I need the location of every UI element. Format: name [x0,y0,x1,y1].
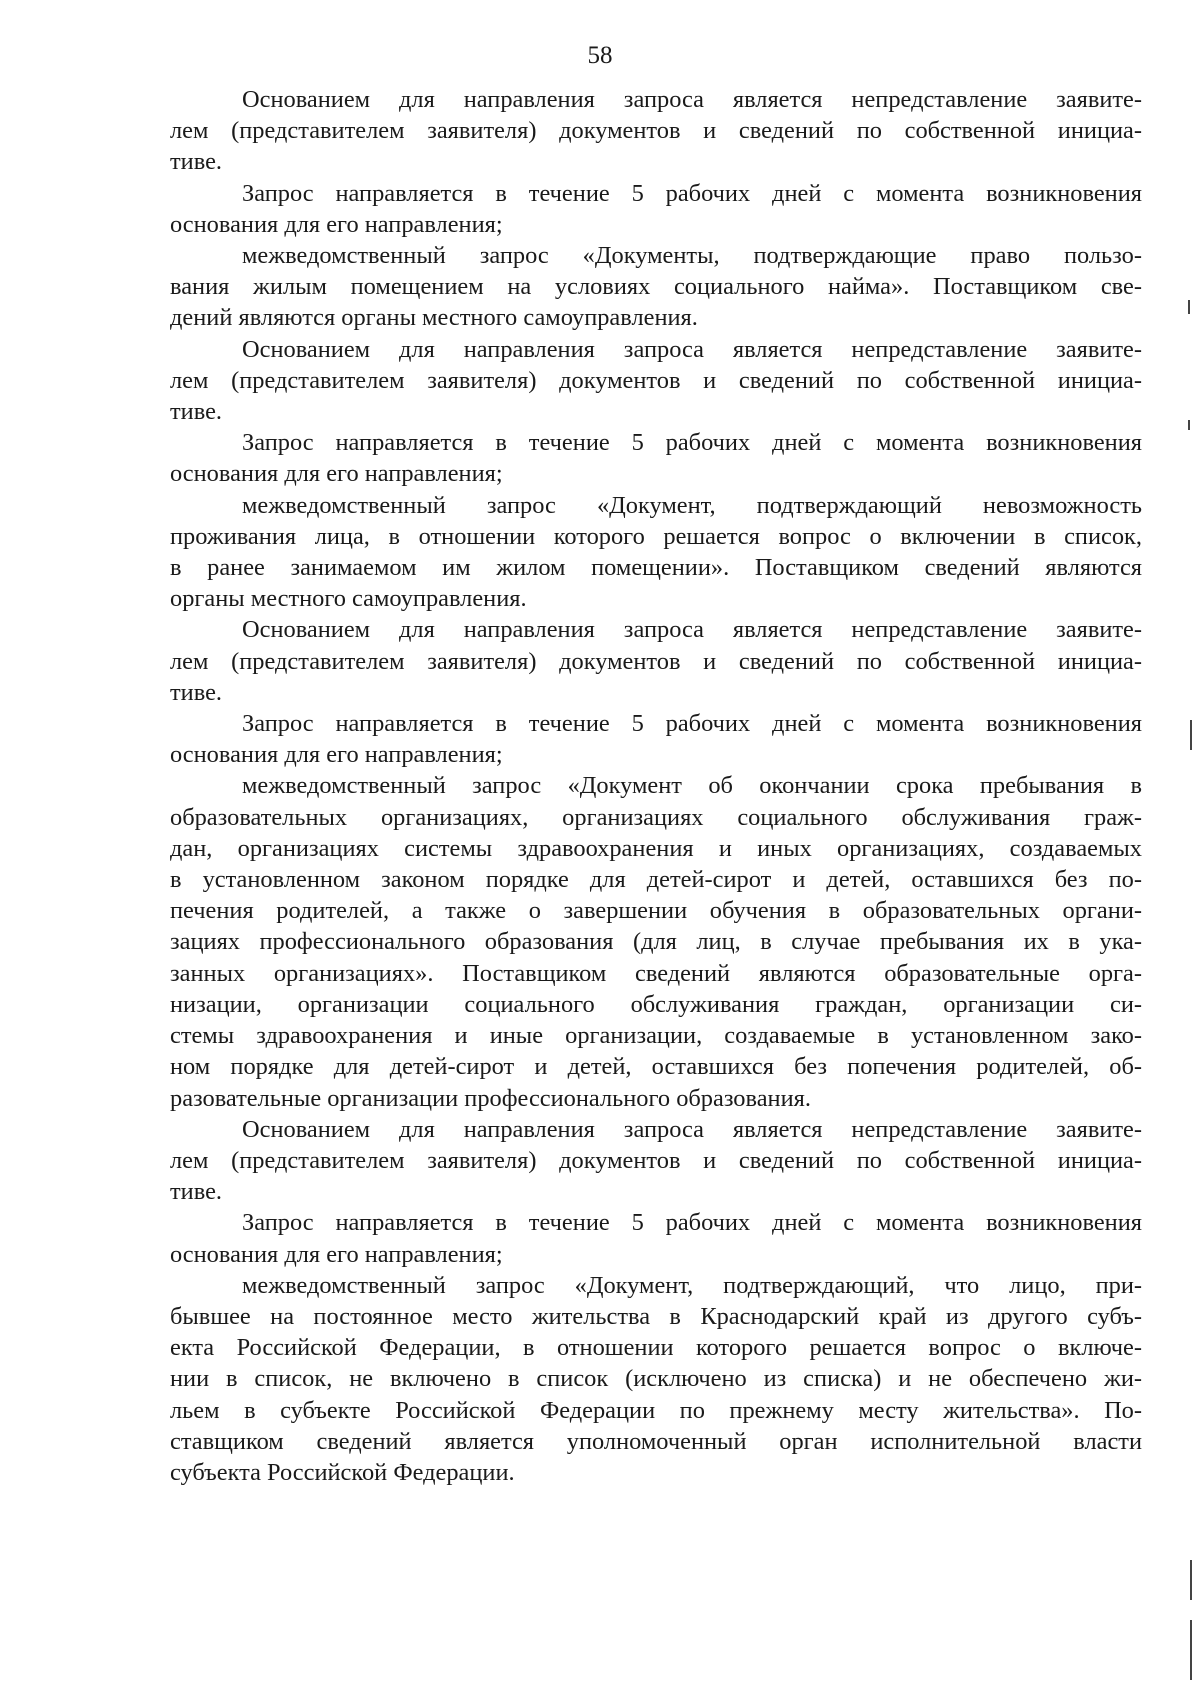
paragraph [170,178,1142,240]
text-line: разовательные организации профессионального образования. [170,1084,811,1112]
text-line: межведомственный запрос «Документ об окончании срока пребывания в [242,772,1142,800]
text-line: основания для его направления; [170,741,503,769]
text-line: органы местного самоуправления. [170,585,527,613]
page-number: 58 [587,42,613,69]
text-line: дений являются органы местного самоуправления. [170,304,698,332]
text-line: Запрос направляется в течение 5 рабочих дней с момента возникновения [242,179,1142,207]
text-line: бывшее на постоянное место жительства в Краснодарский край из другого субъ- [170,1302,1142,1330]
text-line: Основанием для направления запроса является непредставление заявите- [242,616,1142,644]
text-line: вания жилым помещением на условиях социального найма». Поставщиком све- [170,273,1142,301]
text-line: Запрос направляется в течение 5 рабочих дней с момента возникновения [242,1209,1142,1237]
text-line: нии в список, не включено в список (исключено из списка) и не обеспечено жи- [170,1365,1142,1393]
text-line: ном порядке для детей-сирот и детей, оставшихся без попечения родителей, об- [170,1053,1142,1081]
text-line: проживания лица, в отношении которого решается вопрос о включении в список, [170,522,1142,550]
scan-edge-mark [1188,420,1190,430]
paragraph [170,427,1142,489]
text-line: основания для его направления; [170,1240,503,1268]
text-line: льем в субъекте Российской Федерации по прежнему месту жительства». По- [170,1396,1142,1424]
text-line: лем (представителем заявителя) документов и сведений по собственной инициа- [170,117,1142,145]
text-line: субъекта Российской Федерации. [170,1458,515,1486]
text-line: Основанием для направления запроса является непредставление заявите- [242,86,1142,113]
text-line: печения родителей, а также о завершении обучения в образовательных органи- [170,897,1142,925]
paragraph [170,490,1142,615]
text-line: основания для его направления; [170,460,503,488]
text-line: екта Российской Федерации, в отношении которого решается вопрос о включе- [170,1334,1142,1362]
text-line: занных организациях». Поставщиком сведений являются образовательные орга- [170,959,1142,987]
text-line: Запрос направляется в течение 5 рабочих дней с момента возникновения [242,429,1142,457]
text-line: лем (представителем заявителя) документов и сведений по собственной инициа- [170,1146,1142,1174]
paragraph [170,84,1142,178]
text-line: лем (представителем заявителя) документов и сведений по собственной инициа- [170,366,1142,394]
text-line: межведомственный запрос «Документы, подтверждающие право пользо- [242,242,1142,270]
paragraph [170,770,1142,1113]
text-line: тиве. [170,1178,223,1206]
scan-edge-mark [1190,1560,1192,1600]
text-line: дан, организациях системы здравоохранения и иных организациях, создаваемых [170,834,1142,862]
text-line: межведомственный запрос «Документ, подтверждающий, что лицо, при- [242,1271,1142,1299]
text-line: зациях профессионального образования (для лиц, в случае пребывания их в ука- [170,928,1142,956]
paragraph [170,1270,1142,1488]
scan-edge-mark [1188,300,1190,314]
text-line: лем (представителем заявителя) документов и сведений по собственной инициа- [170,647,1142,675]
paragraph [170,1207,1142,1269]
text-line: в ранее занимаемом им жилом помещении». Поставщиком сведений являются [170,554,1142,582]
paragraph [170,708,1142,770]
text-line: тиве. [170,678,223,706]
text-line: основания для его направления; [170,210,503,238]
text-line: Основанием для направления запроса является непредставление заявите- [242,335,1142,363]
text-line: Основанием для направления запроса является непредставление заявите- [242,1115,1142,1143]
text-line: тиве. [170,398,223,426]
text-line: образовательных организациях, организациях социального обслуживания граж- [170,803,1142,831]
text-line: низации, организации социального обслуживания граждан, организации си- [170,990,1142,1018]
paragraph [170,614,1142,708]
paragraph [170,1114,1142,1208]
text-line: межведомственный запрос «Документ, подтверждающий невозможность [242,491,1142,519]
text-line: ставщиком сведений является уполномоченный орган исполнительной власти [170,1427,1142,1455]
paragraph [170,240,1142,334]
text-line: стемы здравоохранения и иные организации, создаваемые в установленном зако- [170,1022,1142,1050]
scan-edge-mark [1190,720,1192,750]
text-line: тиве. [170,148,223,176]
document-body [170,84,1142,1488]
scan-edge-mark [1190,1620,1192,1680]
text-line: в установленном законом порядке для детей-сирот и детей, оставшихся без по- [170,866,1142,894]
paragraph [170,334,1142,428]
text-line: Запрос направляется в течение 5 рабочих дней с момента возникновения [242,710,1142,738]
